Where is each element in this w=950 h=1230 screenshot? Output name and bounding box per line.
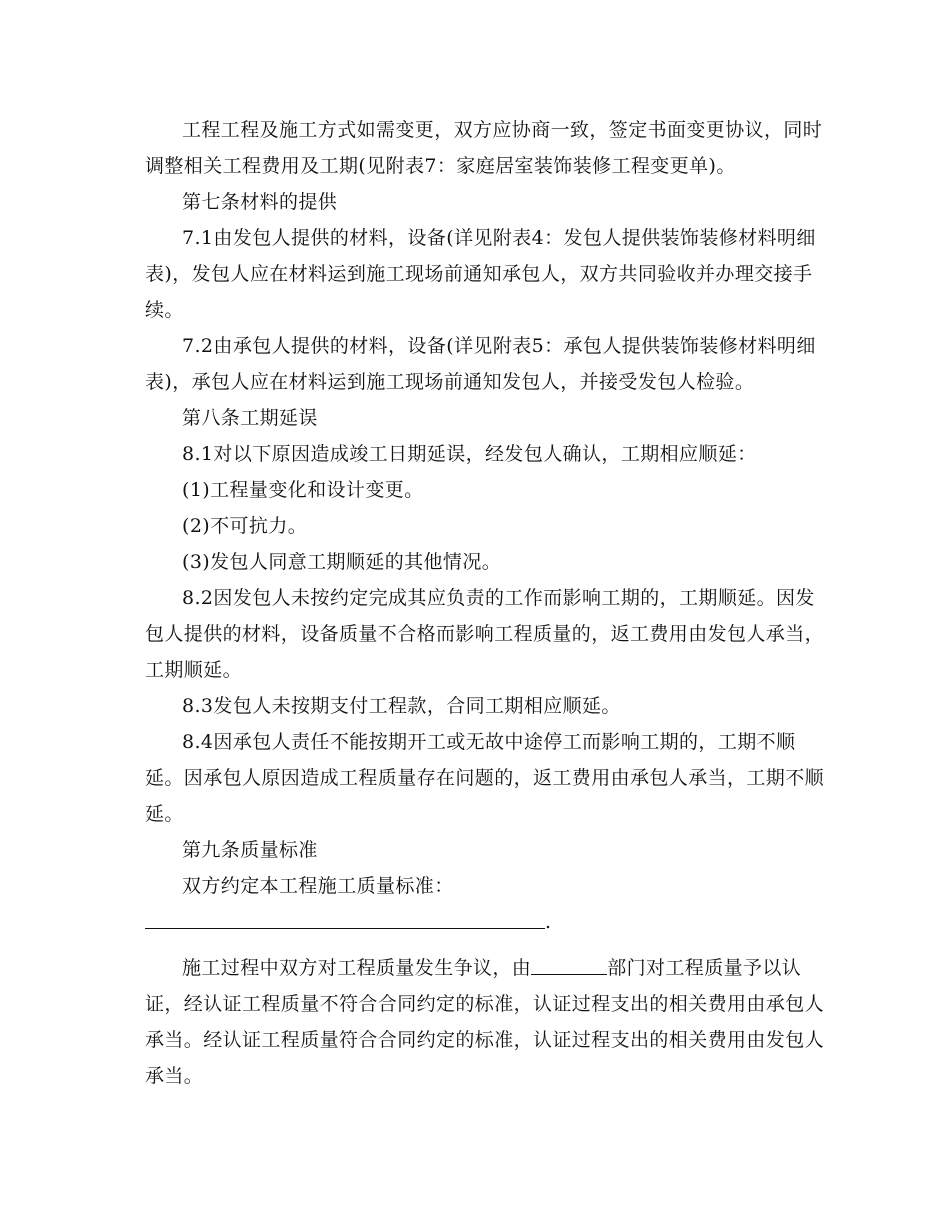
quality-dispute-mid: 部门对工程质量予以认 — [607, 957, 802, 979]
clause-7-2-line-1: 7.2由承包人提供的材料，设备(详见附表5：承包人提供装饰装修材料明细 — [182, 335, 816, 357]
article-9-title: 第九条质量标准 — [182, 839, 318, 861]
clause-8-3: 8.3发包人未按期支付工程款，合同工期相应顺延。 — [182, 695, 621, 717]
article-8-title: 第八条工期延误 — [182, 407, 318, 429]
quality-dispute-start: 施工过程中双方对工程质量发生争议，由 — [182, 957, 532, 979]
quality-standard-blank-period: . — [545, 911, 552, 933]
clause-8-2-line-1: 8.2因发包人未按约定完成其应负责的工作而影响工期的，工期顺延。因发 — [182, 587, 815, 609]
clause-7-1-line-1: 7.1由发包人提供的材料，设备(详见附表4：发包人提供装饰装修材料明细 — [182, 227, 816, 249]
clause-8-4-line-3: 延。 — [145, 803, 184, 825]
quality-dispute-line-2: 证，经认证工程质量不符合合同约定的标准，认证过程支出的相关费用由承包人 — [145, 993, 825, 1015]
clause-8-4-line-1: 8.4因承包人责任不能按期开工或无故中途停工而影响工期的，工期不顺 — [182, 731, 796, 753]
clause-7-1-line-3: 续。 — [145, 299, 184, 321]
clause-8-2-line-2: 包人提供的材料，设备质量不合格而影响工程质量的，返工费用由发包人承当， — [145, 623, 825, 645]
quality-dispute-line-1 — [145, 950, 805, 986]
clause-8-1-item-1: (1)工程量变化和设计变更。 — [182, 479, 424, 501]
paragraph-change-line-2: 调整相关工程费用及工期(见附表7：家庭居室装饰装修工程变更单)。 — [145, 155, 736, 177]
dispute-department-blank — [531, 950, 607, 975]
clause-8-2-line-3: 工期顺延。 — [145, 659, 243, 681]
clause-8-1-item-2: (2)不可抗力。 — [182, 515, 308, 537]
clause-8-1-item-3: (3)发包人同意工期顺延的其他情况。 — [182, 551, 502, 573]
quality-standard-blank-line — [145, 904, 805, 940]
clause-7-1-line-2: 表)，发包人应在材料运到施工现场前通知承包人，双方共同验收并办理交接手 — [145, 263, 813, 285]
document-body — [145, 112, 825, 1094]
clause-8-4-line-2: 延。因承包人原因造成工程质量存在问题的，返工费用由承包人承当，工期不顺 — [145, 767, 825, 789]
spacer — [145, 940, 805, 950]
quality-dispute-line-4: 承当。 — [145, 1065, 204, 1087]
clause-7-2-line-2: 表)，承包人应在材料运到施工现场前通知发包人，并接受发包人检验。 — [145, 371, 755, 393]
paragraph-change-line-1: 工程工程及施工方式如需变更，双方应协商一致，签定书面变更协议，同时 — [182, 119, 823, 141]
clause-8-1: 8.1对以下原因造成竣工日期延误，经发包人确认，工期相应顺延： — [182, 443, 757, 465]
quality-standard-blank — [145, 904, 545, 929]
quality-dispute-line-3: 承当。经认证工程质量符合合同约定的标准，认证过程支出的相关费用由发包人 — [145, 1029, 825, 1051]
quality-standard-intro: 双方约定本工程施工质量标准： — [182, 875, 454, 897]
article-7-title: 第七条材料的提供 — [182, 191, 338, 213]
